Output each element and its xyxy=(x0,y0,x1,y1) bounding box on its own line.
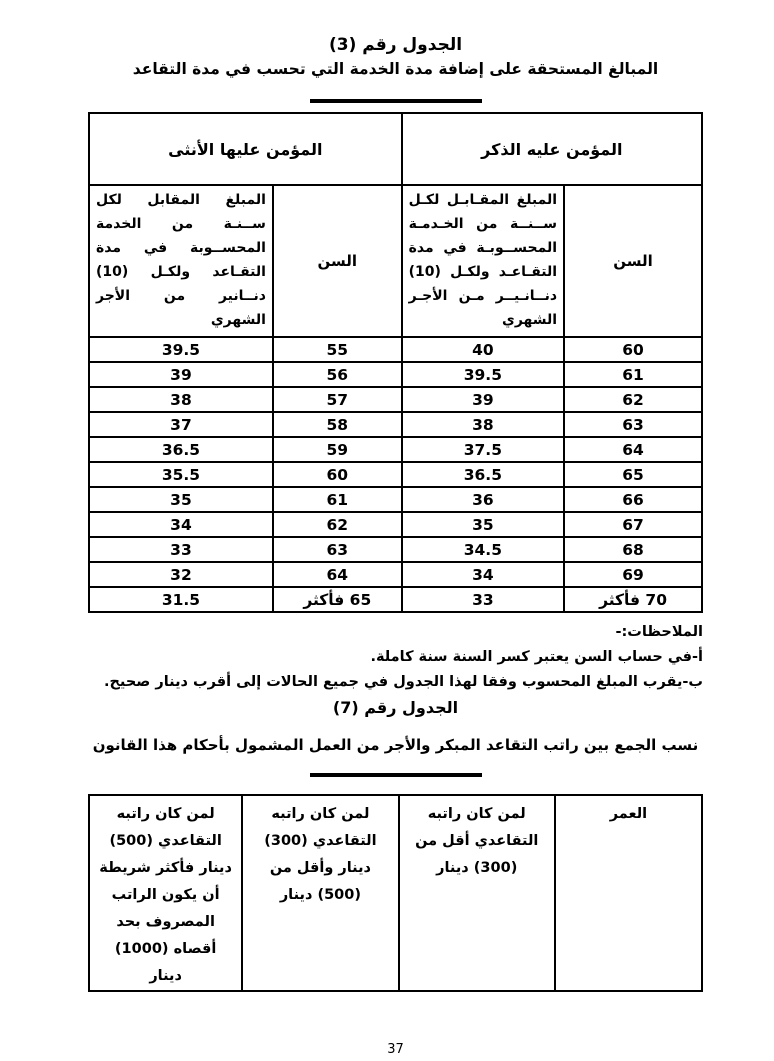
table-7 xyxy=(88,794,703,992)
female-amount-cell: 36.5 xyxy=(89,437,273,462)
male-amount-cell: 34.5 xyxy=(402,537,564,562)
male-age-cell: 67 xyxy=(564,512,702,537)
female-age-cell: 56 xyxy=(273,362,402,387)
female-age-cell: 63 xyxy=(273,537,402,562)
table-row xyxy=(89,462,702,487)
female-age-cell: 57 xyxy=(273,387,402,412)
male-age-cell: 60 xyxy=(564,337,702,362)
female-amount-column-header: المبلغ المقابل لكل ســنـة من الخدمة المحســوبة في مدة التقـاعد ولكـل (10) دنــانير من الأجر الشهري xyxy=(89,185,273,337)
male-amount-cell: 33 xyxy=(402,587,564,612)
male-age-cell: 69 xyxy=(564,562,702,587)
page-number: 37 xyxy=(387,1042,404,1057)
male-amount-cell: 38 xyxy=(402,412,564,437)
divider-line-2 xyxy=(310,773,482,777)
table-3 xyxy=(88,112,703,613)
salary-300-to-500-header: لمن كان راتبه التقاعدي (300) دينار وأقل من (500) دينار xyxy=(242,795,398,991)
table-row xyxy=(89,412,702,437)
table-3-column-header-row xyxy=(89,185,702,337)
table-row xyxy=(89,487,702,512)
male-age-cell: 61 xyxy=(564,362,702,387)
male-amount-cell: 36 xyxy=(402,487,564,512)
table-7-header-row xyxy=(89,795,702,991)
table-row xyxy=(89,437,702,462)
male-age-cell: 68 xyxy=(564,537,702,562)
female-amount-cell: 31.5 xyxy=(89,587,273,612)
table-row xyxy=(89,587,702,612)
table-row xyxy=(89,362,702,387)
salary-500-plus-header: لمن كان راتبه التقاعدي (500) دينار فأكثر شريطة أن يكون الراتب المصروف بحد أقصاه (1000) دينار xyxy=(89,795,242,991)
table-row xyxy=(89,337,702,362)
female-age-cell: 55 xyxy=(273,337,402,362)
table-row xyxy=(89,537,702,562)
note-a: أ-في حساب السن يعتبر كسر السنة سنة كاملة. xyxy=(370,649,703,665)
female-amount-cell: 35 xyxy=(89,487,273,512)
female-age-cell: 59 xyxy=(273,437,402,462)
female-age-cell: 64 xyxy=(273,562,402,587)
female-amount-cell: 32 xyxy=(89,562,273,587)
female-age-cell: 60 xyxy=(273,462,402,487)
male-amount-column-header: المبلغ المقـابـل لكـل ســنــة من الخـدمـة المحســوبـة في مدة التقـاعـد ولكـل (10) دنــانـيــر مـن الأجـر الشهري xyxy=(402,185,564,337)
male-age-cell: 64 xyxy=(564,437,702,462)
female-insured-header: المؤمن عليها الأنثى xyxy=(89,113,402,185)
divider-line xyxy=(310,99,482,103)
table-row xyxy=(89,387,702,412)
male-amount-cell: 39 xyxy=(402,387,564,412)
male-age-cell: 65 xyxy=(564,462,702,487)
female-age-cell: 65 فأكثر xyxy=(273,587,402,612)
note-b: ب-يقرب المبلغ المحسوب وفقا لهذا الجدول في جميع الحالات إلى أقرب دينار صحيح. xyxy=(103,674,703,690)
male-amount-cell: 40 xyxy=(402,337,564,362)
female-amount-cell: 35.5 xyxy=(89,462,273,487)
table-row xyxy=(89,562,702,587)
female-age-cell: 62 xyxy=(273,512,402,537)
salary-under-300-header: لمن كان راتبه التقاعدي أقل من (300) دينار xyxy=(399,795,555,991)
male-amount-cell: 37.5 xyxy=(402,437,564,462)
female-amount-cell: 33 xyxy=(89,537,273,562)
page-subtitle: المبالغ المستحقة على إضافة مدة الخدمة التي تحسب في مدة التقاعد xyxy=(132,60,659,78)
male-age-cell: 70 فأكثر xyxy=(564,587,702,612)
age-column-header: العمر xyxy=(555,795,702,991)
female-amount-cell: 39.5 xyxy=(89,337,273,362)
male-age-cell: 63 xyxy=(564,412,702,437)
table-3-section-header-row xyxy=(89,113,702,185)
female-amount-cell: 37 xyxy=(89,412,273,437)
male-age-column-header: السن xyxy=(564,185,702,337)
female-age-column-header: السن xyxy=(273,185,402,337)
male-insured-header: المؤمن عليه الذكر xyxy=(402,113,702,185)
male-amount-cell: 35 xyxy=(402,512,564,537)
female-amount-cell: 34 xyxy=(89,512,273,537)
female-age-cell: 61 xyxy=(273,487,402,512)
male-amount-cell: 36.5 xyxy=(402,462,564,487)
male-age-cell: 66 xyxy=(564,487,702,512)
male-amount-cell: 34 xyxy=(402,562,564,587)
male-amount-cell: 39.5 xyxy=(402,362,564,387)
table-7-subtitle: نسب الجمع بين راتب التقاعد المبكر والأجر من العمل المشمول بأحكام هذا القانون xyxy=(92,736,699,754)
female-amount-cell: 38 xyxy=(89,387,273,412)
female-amount-cell: 39 xyxy=(89,362,273,387)
notes-heading: الملاحظات:- xyxy=(615,624,703,640)
female-age-cell: 58 xyxy=(273,412,402,437)
page-title: الجدول رقم (3) xyxy=(328,35,463,55)
notes-section xyxy=(88,620,703,720)
table-7-title: الجدول رقم (7) xyxy=(332,698,459,717)
male-age-cell: 62 xyxy=(564,387,702,412)
table-row xyxy=(89,512,702,537)
